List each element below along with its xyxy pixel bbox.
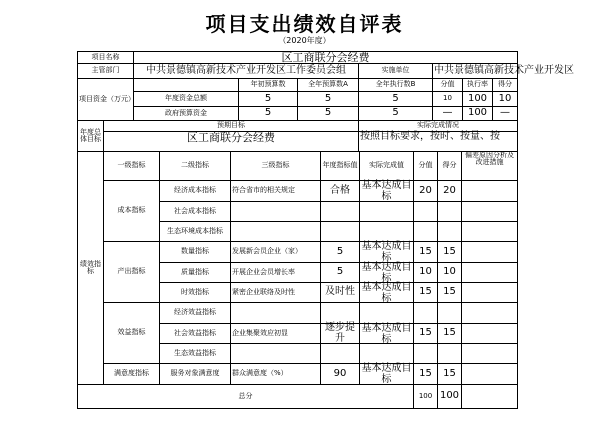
perf-note xyxy=(461,201,518,222)
funds-cell: 10 xyxy=(492,91,518,107)
perf-got: 15 xyxy=(437,363,462,385)
year-label: （2020年度） xyxy=(278,36,331,45)
perf-score xyxy=(413,201,438,222)
perf-l3: 符合省市的相关规定 xyxy=(230,180,321,202)
funds-header: 全年执行数B xyxy=(358,78,433,92)
perf-l2: 经济效益指标 xyxy=(159,302,231,324)
perf-got xyxy=(437,302,462,324)
perf-l2: 服务对象满意度 xyxy=(159,363,231,385)
perf-target: 合格 xyxy=(320,180,360,202)
perf-score: 15 xyxy=(413,241,438,263)
goals-label: 年度总体目标 xyxy=(77,120,104,152)
perf-actual xyxy=(359,302,414,324)
perf-l2: 时效指标 xyxy=(159,282,231,303)
perf-note xyxy=(461,262,518,283)
funds-label: 项目资金（万元） xyxy=(77,78,134,121)
perf-l3 xyxy=(230,221,321,242)
funds-cell: 5 xyxy=(358,91,433,107)
perf-note xyxy=(461,221,518,242)
perf-note xyxy=(461,302,518,324)
perf-actual xyxy=(359,201,414,222)
perf-header: 一级指标 xyxy=(103,151,160,181)
perf-got: 15 xyxy=(437,241,462,263)
perf-l2: 生态环境成本指标 xyxy=(159,221,231,242)
project-name-label: 项目名称 xyxy=(77,51,134,64)
perf-l2: 质量指标 xyxy=(159,262,231,283)
perf-l3: 企业集聚效应初显 xyxy=(230,323,321,344)
perf-score xyxy=(413,302,438,324)
page-title: 项目支出绩效自评表 xyxy=(205,12,404,36)
impl-value: 中共景德镇高新技术产业开发区 xyxy=(432,63,518,79)
perf-note xyxy=(461,323,518,344)
funds-cell: 10 xyxy=(432,91,463,107)
perf-got xyxy=(437,343,462,364)
perf-got: 15 xyxy=(437,323,462,344)
perf-header: 分值 xyxy=(413,151,438,181)
perf-target: 5 xyxy=(320,262,360,283)
perf-l3: 紧密企业联络及时性 xyxy=(230,282,321,303)
perf-actual: 基本达成目标 xyxy=(359,282,414,303)
project-name-value: 区工商联分会经费 xyxy=(133,51,518,64)
total-note xyxy=(461,384,518,409)
perf-header: 得分 xyxy=(437,151,462,181)
perf-score: 15 xyxy=(413,323,438,344)
perf-score: 20 xyxy=(413,180,438,202)
perf-target xyxy=(320,343,360,364)
perf-note xyxy=(461,343,518,364)
perf-target xyxy=(320,221,360,242)
perf-got xyxy=(437,221,462,242)
perf-target xyxy=(320,302,360,324)
perf-actual: 基本达成目标 xyxy=(359,323,414,344)
perf-l3: 发展新会员企业（家） xyxy=(230,241,321,263)
funds-row-label: 政府预算资金 xyxy=(133,106,239,121)
perf-actual: 基本达成目标 xyxy=(359,262,414,283)
perf-l2: 社会效益指标 xyxy=(159,323,231,344)
funds-cell: 5 xyxy=(358,106,433,121)
perf-target: 90 xyxy=(320,363,360,385)
perf-header: 年度指标值 xyxy=(320,151,360,181)
perf-note xyxy=(461,180,518,202)
goals-planned-label: 预期目标 xyxy=(103,120,359,132)
funds-header: 年初预算数 xyxy=(238,78,298,92)
perf-note xyxy=(461,363,518,385)
perf-note xyxy=(461,282,518,303)
l1-output: 产出指标 xyxy=(103,241,160,303)
funds-cell: — xyxy=(492,106,518,121)
perf-actual: 基本达成目标 xyxy=(359,180,414,202)
perf-target: 逐步提升 xyxy=(320,323,360,344)
perf-l3 xyxy=(230,343,321,364)
perf-got: 10 xyxy=(437,262,462,283)
perf-header: 二级指标 xyxy=(159,151,231,181)
dept-label: 主管部门 xyxy=(77,63,134,79)
perf-score xyxy=(413,343,438,364)
l1-benefit: 效益指标 xyxy=(103,302,160,364)
perf-header: 三级指标 xyxy=(230,151,321,181)
perf-side-label: 绩效指标 xyxy=(77,151,104,385)
perf-got: 15 xyxy=(437,282,462,303)
perf-score: 15 xyxy=(413,363,438,385)
l1-satisfaction: 满意度指标 xyxy=(103,363,160,385)
funds-header: 执行率 xyxy=(462,78,493,92)
funds-cell: 5 xyxy=(297,91,359,107)
perf-l3: 群众满意度（%） xyxy=(230,363,321,385)
perf-got: 20 xyxy=(437,180,462,202)
impl-label: 实施单位 xyxy=(358,63,433,79)
perf-l3 xyxy=(230,302,321,324)
funds-header: 全年预算数A xyxy=(297,78,359,92)
perf-l2: 经济成本指标 xyxy=(159,180,231,202)
goals-planned: 区工商联分会经费 xyxy=(103,131,359,152)
total-label: 总分 xyxy=(77,384,414,409)
perf-l2: 社会成本指标 xyxy=(159,201,231,222)
perf-l3 xyxy=(230,201,321,222)
funds-header: 分值 xyxy=(432,78,463,92)
funds-cell: 5 xyxy=(238,106,298,121)
dept-value: 中共景德镇高新技术产业开发区工作委员会组 xyxy=(133,63,359,79)
perf-score: 15 xyxy=(413,282,438,303)
perf-score: 10 xyxy=(413,262,438,283)
perf-header: 实际完成值 xyxy=(359,151,414,181)
funds-corner xyxy=(133,78,239,92)
perf-actual xyxy=(359,221,414,242)
perf-score xyxy=(413,221,438,242)
funds-row-label: 年度资金总额 xyxy=(133,91,239,107)
funds-cell: 100 xyxy=(462,106,493,121)
perf-actual: 基本达成目标 xyxy=(359,241,414,263)
perf-target: 及时性 xyxy=(320,282,360,303)
funds-cell: 5 xyxy=(297,106,359,121)
total-score: 100 xyxy=(413,384,438,409)
perf-got xyxy=(437,201,462,222)
perf-l3: 开展企业会员增长率 xyxy=(230,262,321,283)
perf-l2: 生态效益指标 xyxy=(159,343,231,364)
perf-actual xyxy=(359,343,414,364)
funds-header: 得分 xyxy=(492,78,518,92)
perf-note xyxy=(461,241,518,263)
funds-cell: 5 xyxy=(238,91,298,107)
perf-header: 偏差原因分析及改进措施 xyxy=(461,151,518,181)
funds-cell: — xyxy=(432,106,463,121)
perf-target: 5 xyxy=(320,241,360,263)
perf-l2: 数量指标 xyxy=(159,241,231,263)
perf-target xyxy=(320,201,360,222)
l1-cost: 成本指标 xyxy=(103,180,160,242)
goals-actual: 按照目标要求，按时、按量、按 xyxy=(358,131,518,152)
funds-cell: 100 xyxy=(462,91,493,107)
total-got: 100 xyxy=(437,384,462,409)
goals-actual-label: 实际完成情况 xyxy=(358,120,518,132)
perf-actual: 基本达成目标 xyxy=(359,363,414,385)
